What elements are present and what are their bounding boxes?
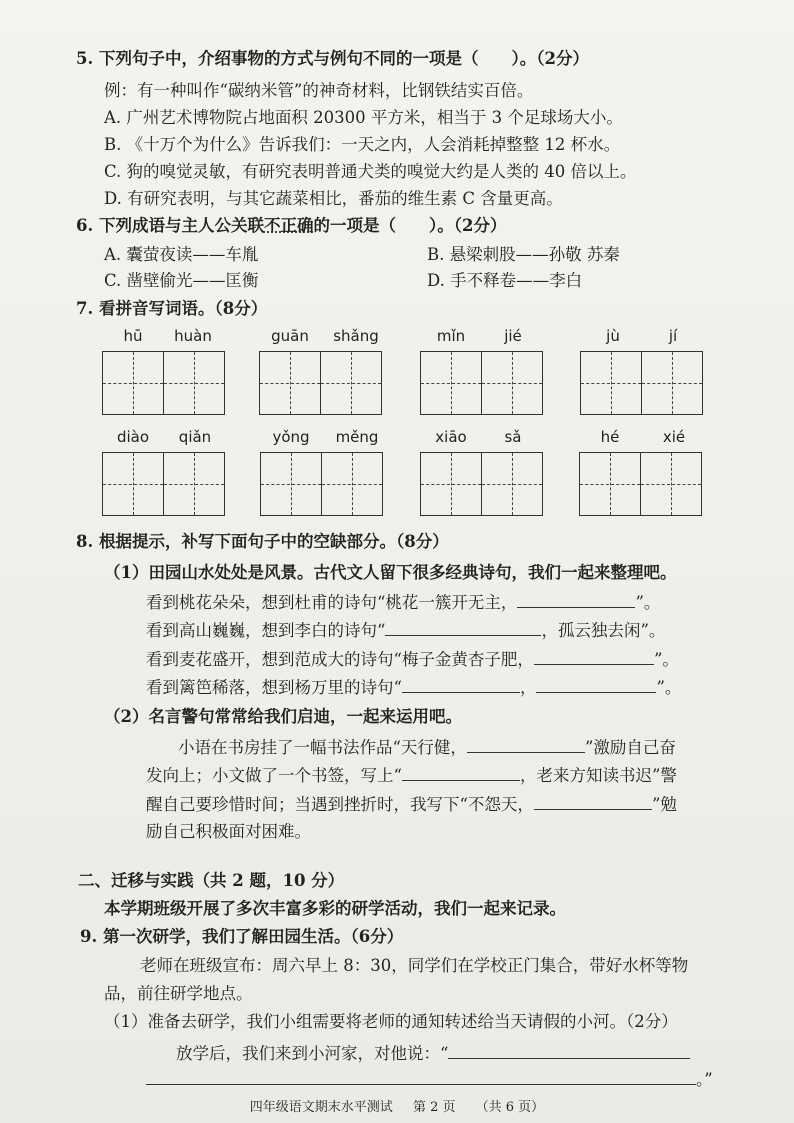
q8-p2-line2: 发向上；小文做了一个书签，写上“ ，老来方知读书迟”警	[146, 766, 677, 785]
answer-blank[interactable]	[534, 793, 652, 810]
writing-box[interactable]	[641, 351, 703, 415]
q9-notice-line2: 品，前往研学地点。	[104, 984, 253, 1003]
q8-part2-title: （2）名言警句常常给我们启迪，一起来运用吧。	[104, 707, 462, 726]
q8-p1-line3: 看到麦花盛开，想到范成大的诗句“梅子金黄杏子肥， ”。	[146, 650, 679, 669]
q5-example: 例：有一种叫作“碳纳米管”的神奇材料，比钢铁结实百倍。	[104, 81, 534, 100]
pinyin-label: jié	[504, 327, 522, 345]
q8-p2-line4: 励自己积极面对困难。	[146, 822, 311, 841]
page-footer	[0, 1096, 794, 1115]
q5-option-a: A. 广州艺术博物院占地面积 20300 平方米，相当于 3 个足球场大小。	[104, 108, 623, 127]
q5-title: 5. 下列句子中，介绍事物的方式与例句不同的一项是（ ）。（2分）	[76, 49, 589, 68]
page-number: 第 2 页	[412, 1100, 456, 1115]
pinyin-label: huàn	[174, 327, 212, 345]
writing-box[interactable]	[321, 452, 383, 516]
answer-blank[interactable]	[534, 648, 654, 665]
q8-p1-line2: 看到高山巍巍，想到李白的诗句“ ，孤云独去闲”。	[146, 621, 666, 640]
q8-p2-line3: 醒自己要珍惜时间；当遇到挫折时，我写下“不怨天， ”勉	[146, 795, 677, 814]
q8-p2-line1: 小语在书房挂了一幅书法作品“天行健， ”激励自己奋	[178, 738, 676, 757]
q9-title: 9. 第一次研学，我们了解田园生活。（6分）	[80, 927, 404, 946]
pinyin-label: xié	[662, 428, 686, 446]
answer-blank[interactable]	[402, 764, 520, 781]
exam-name: 四年级语文期末水平测试	[249, 1100, 393, 1115]
section2-intro: 本学期班级开展了多次丰富多彩的研学活动，我们一起来记录。	[104, 899, 566, 918]
writing-box[interactable]	[579, 452, 641, 516]
writing-box[interactable]	[420, 452, 482, 516]
writing-box[interactable]	[420, 351, 482, 415]
q7-title: 7. 看拼音写词语。（8分）	[76, 299, 268, 318]
q5-option-c: C. 狗的嗅觉灵敏，有研究表明普通犬类的嗅觉大约是人类的 40 倍以上。	[104, 162, 637, 181]
answer-blank[interactable]	[467, 736, 585, 753]
q9-notice-line1: 老师在班级宣布：周六早上 8：30，同学们在学校正门集合，带好水杯等物	[140, 956, 689, 975]
q6-option-c: C. 凿壁偷光——匡衡	[104, 271, 259, 290]
section2-title: 二、迁移与实践（共 2 题，10 分）	[78, 871, 345, 890]
pinyin-label: yǒng	[272, 428, 310, 446]
q9-sub1-title: （1）准备去研学，我们小组需要将老师的通知转述给当天请假的小河。（2分）	[104, 1012, 678, 1031]
writing-box[interactable]	[102, 452, 164, 516]
answer-blank[interactable]	[536, 676, 656, 693]
q9-sub1-line: 放学后，我们来到小河家，对他说：“	[176, 1042, 690, 1065]
pinyin-label: měng	[335, 428, 379, 446]
q6-emphasis: 不正确	[263, 216, 314, 235]
pinyin-label: mǐn	[436, 327, 466, 345]
q8-title: 8. 根据提示，补写下面句子中的空缺部分。（8分）	[76, 532, 449, 551]
writing-box[interactable]	[481, 351, 543, 415]
q6-option-d: D. 手不释卷——李白	[427, 271, 583, 290]
pinyin-label: hū	[123, 327, 143, 345]
q5-option-d: D. 有研究表明，与其它蔬菜相比，番茄的维生素 C 含量更高。	[104, 189, 563, 208]
q8-p1-line4: 看到篱笆稀落，想到杨万里的诗句“ ， ”。	[146, 678, 682, 697]
q8-p1-line1: 看到桃花朵朵，想到杜甫的诗句“桃花一簇开无主， ”。	[146, 593, 661, 612]
writing-box[interactable]	[260, 452, 322, 516]
q8-part1-title: （1）田园山水处处是风景。古代文人留下很多经典诗句，我们一起来整理吧。	[104, 563, 677, 582]
pinyin-label: diào	[116, 428, 150, 446]
writing-box[interactable]	[163, 351, 225, 415]
pinyin-label: jù	[606, 327, 620, 345]
answer-blank[interactable]	[448, 1042, 690, 1059]
writing-box[interactable]	[640, 452, 702, 516]
writing-box[interactable]	[580, 351, 642, 415]
pinyin-label: sǎ	[504, 428, 522, 446]
writing-box[interactable]	[320, 351, 382, 415]
q6-option-b: B. 悬梁刺股——孙敬 苏秦	[427, 245, 620, 264]
pinyin-label: hé	[600, 428, 620, 446]
writing-box[interactable]	[102, 351, 164, 415]
writing-box[interactable]	[481, 452, 543, 516]
q6-option-a: A. 囊萤夜读——车胤	[104, 245, 259, 264]
answer-blank[interactable]	[517, 591, 635, 608]
writing-box[interactable]	[163, 452, 225, 516]
answer-blank[interactable]	[385, 619, 541, 636]
answer-blank[interactable]	[146, 1068, 696, 1085]
writing-box[interactable]	[259, 351, 321, 415]
q6-title: 6. 下列成语与主人公关联不正确的一项是（ ）。（2分）	[76, 216, 507, 235]
pinyin-label: qiǎn	[178, 428, 212, 446]
pinyin-label: shǎng	[333, 327, 379, 345]
q9-sub1-line2: 。”	[146, 1068, 713, 1091]
page-total: （共 6 页）	[475, 1100, 545, 1115]
answer-blank[interactable]	[402, 676, 520, 693]
pinyin-label: jí	[668, 327, 678, 345]
pinyin-label: xiāo	[435, 428, 467, 446]
q5-option-b: B. 《十万个为什么》告诉我们：一天之内，人会消耗掉整整 12 杯水。	[104, 135, 621, 154]
pinyin-label: guān	[271, 327, 309, 345]
